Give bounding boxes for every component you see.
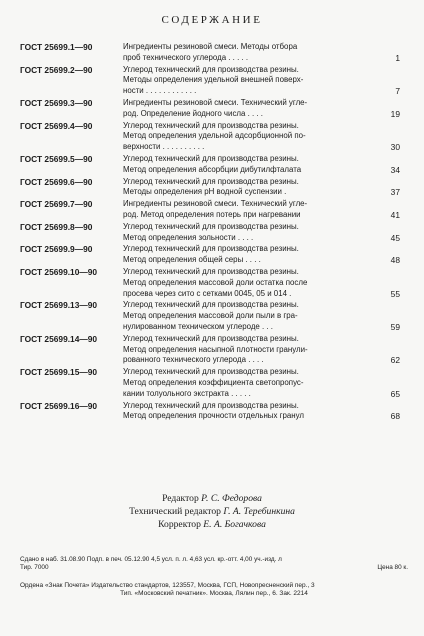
toc-entry (20, 244, 400, 266)
toc-entry (20, 367, 400, 399)
toc-entry (20, 177, 400, 199)
toc-entry-title-line: просева через сито с сетками 0045, 05 и 014 . (123, 288, 292, 298)
imprint-price: Цена 80 к. (377, 564, 408, 572)
toc-entry-title (123, 98, 373, 120)
publisher-block (20, 582, 408, 599)
toc-entry-title (123, 154, 373, 176)
toc-entry-title (123, 244, 373, 266)
toc-entry-code: ГОСТ 25699.4—90 (20, 120, 93, 131)
toc-entry-title-line: Углерод технический для производства резины. (123, 300, 299, 310)
toc-entry-page: 59 (390, 321, 400, 332)
toc-entry-page: 37 (390, 187, 400, 198)
toc-entry-page: 1 (395, 52, 400, 63)
toc-entry-code: ГОСТ 25699.6—90 (20, 176, 93, 187)
toc-entry-page: 65 (390, 388, 400, 399)
toc-entry-page: 48 (390, 255, 400, 266)
toc-entry-code: ГОСТ 25699.2—90 (20, 64, 93, 75)
toc-entry-title-line: Метод определения массовой доли пыли в гра- (123, 311, 298, 321)
toc-entry-code: ГОСТ 25699.5—90 (20, 153, 93, 164)
toc-entry (20, 401, 400, 423)
toc-entry-title-line: нулированном техническом углероде . . . (123, 321, 273, 331)
toc-entry-code: ГОСТ 25699.9—90 (20, 244, 93, 255)
toc-entry-title (123, 222, 373, 244)
editor-name: Р. С. Федорова (201, 493, 262, 504)
toc-entry-title-line: Углерод технический для производства резины. (123, 221, 299, 231)
toc-entry (20, 42, 400, 64)
imprint-circulation: Тир. 7000 (20, 564, 49, 572)
toc-entry-title-line: Методы определения pH водной суспензии . (123, 187, 287, 197)
toc-entry-title-line: Углерод технический для производства резины. (123, 153, 299, 163)
toc-entry-title-line: Метод определения удельной адсорбционной по- (123, 131, 306, 141)
imprint-print-data: Сдано в наб. 31.08.90 Подп. в печ. 05.12.90 4,5 усл. п. л. 4,63 усл. кр.-отт. 4,00 уч.-изд. л (20, 556, 282, 563)
toc-entry-title-line: род. Метод определения потерь при нагревании (123, 209, 301, 219)
tech-editor-line (0, 505, 424, 518)
toc-entry-title-line: Метод определения зольности . . . . (123, 232, 254, 242)
toc-entry-page: 34 (390, 164, 400, 175)
tech-editor-label: Технический редактор (129, 506, 221, 517)
toc-entry-page: 62 (390, 355, 400, 366)
toc-entry-title-line: верхности . . . . . . . . . . (123, 142, 205, 152)
toc-entry-title-line: Метод определения общей серы . . . . (123, 255, 261, 265)
toc-entry-title (123, 300, 373, 332)
toc-entry (20, 267, 400, 299)
toc-entry-title-line: Ингредиенты резиновой смеси. Технический угле- (123, 97, 308, 107)
toc-entry-title-line: Метод определения массовой доли остатка после (123, 277, 308, 287)
toc-entry-title (123, 65, 373, 97)
toc-entry (20, 121, 400, 153)
toc-entry (20, 300, 400, 332)
toc-entry-title (123, 177, 373, 199)
toc-entry (20, 199, 400, 221)
page-title: СОДЕРЖАНИЕ (161, 14, 263, 26)
publisher-line: Ордена «Знак Почета» Издательство стандартов, 123557, Москва, ГСП, Новопресненский пер., 3 (20, 582, 315, 589)
toc-entry-title-line: проб технического углерода . . . . . (123, 52, 249, 62)
corrector-line (0, 518, 424, 531)
toc-entry-title-line: род. Определение йодного числа . . . . (123, 108, 263, 118)
toc-entry-title-line: Углерод технический для производства резины. (123, 120, 299, 130)
toc-entry-title (123, 121, 373, 153)
toc-entry-title-line: Ингредиенты резиновой смеси. Методы отбора (123, 42, 298, 51)
toc-entry-page: 41 (390, 209, 400, 220)
toc-entry-title-line: Метод определения коэффициента светопропус- (123, 377, 304, 387)
toc-entry (20, 98, 400, 120)
toc-entry-page: 68 (390, 411, 400, 422)
toc-entry-title-line: Методы определения удельной внешней поверх- (123, 75, 304, 85)
toc-entry-title (123, 367, 373, 399)
credits-block (0, 492, 424, 531)
editor-line (0, 492, 424, 505)
toc-entry-title-line: Углерод технический для производства резины. (123, 333, 299, 343)
toc-entry-code: ГОСТ 25699.13—90 (20, 300, 98, 311)
toc-entry-page: 19 (390, 108, 400, 119)
toc-entry-code: ГОСТ 25699.16—90 (20, 400, 98, 411)
toc-entry-page: 30 (390, 142, 400, 153)
toc-entry-code: ГОСТ 25699.15—90 (20, 367, 98, 378)
toc-entry-code: ГОСТ 25699.14—90 (20, 333, 98, 344)
toc-entry-title (123, 267, 373, 299)
editor-label: Редактор (162, 493, 199, 504)
imprint-line-2 (20, 564, 408, 572)
toc-entry-page: 45 (390, 232, 400, 243)
toc-entry-title-line: Углерод технический для производства резины. (123, 64, 299, 74)
toc-entry-code: ГОСТ 25699.1—90 (20, 42, 93, 52)
table-of-contents (20, 42, 400, 423)
printer-line: Тип. «Московский печатник». Москва, Лялин пер., 6. Зак. 2214 (120, 590, 308, 598)
toc-entry-title (123, 401, 373, 423)
toc-entry-title-line: кании толуольного экстракта . . . . . (123, 388, 251, 398)
toc-entry-title-line: рованного технического углерода . . . . (123, 355, 264, 365)
toc-entry-title (123, 42, 373, 64)
toc-entry-title-line: Углерод технический для производства резины. (123, 266, 299, 276)
corrector-name: Е. А. Богачкова (203, 519, 266, 530)
toc-entry-title (123, 199, 373, 221)
toc-entry-title-line: Метод определения абсорбции дибутилфталата (123, 164, 302, 174)
toc-entry-title-line: Метод определения прочности отдельных гранул (123, 411, 305, 421)
toc-entry-page: 7 (395, 86, 400, 97)
toc-entry-code: ГОСТ 25699.7—90 (20, 199, 93, 210)
toc-entry (20, 222, 400, 244)
toc-entry-code: ГОСТ 25699.10—90 (20, 266, 98, 277)
toc-entry-title-line: Углерод технический для производства резины. (123, 400, 299, 410)
toc-entry (20, 154, 400, 176)
toc-entry-title-line: Углерод технический для производства резины. (123, 176, 299, 186)
tech-editor-name: Г. А. Теребинкина (223, 506, 295, 517)
toc-entry-title-line: Метод определения насыпной плотности гранули- (123, 344, 308, 354)
toc-entry-title-line: Углерод технический для производства резины. (123, 367, 299, 377)
toc-entry-title-line: Углерод технический для производства резины. (123, 244, 299, 254)
corrector-label: Корректор (158, 519, 201, 530)
toc-entry (20, 334, 400, 366)
toc-entry-title (123, 334, 373, 366)
toc-entry-title-line: ности . . . . . . . . . . . . (123, 86, 197, 96)
toc-entry-code: ГОСТ 25699.8—90 (20, 221, 93, 232)
toc-entry-code: ГОСТ 25699.3—90 (20, 97, 93, 108)
toc-entry-page: 55 (390, 288, 400, 299)
imprint-line-1 (20, 556, 408, 564)
toc-entry-title-line: Ингредиенты резиновой смеси. Технический угле- (123, 199, 308, 209)
imprint-block (20, 556, 408, 572)
toc-entry (20, 65, 400, 97)
